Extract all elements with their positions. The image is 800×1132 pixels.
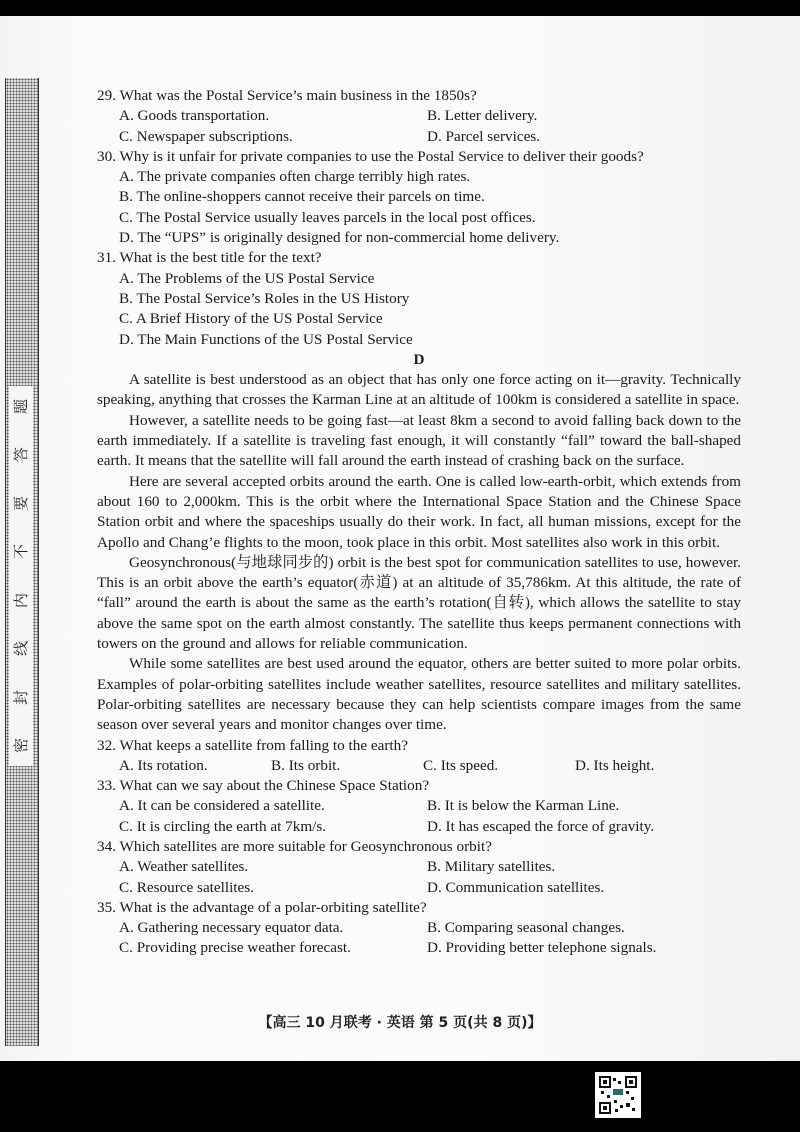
passage-paragraph: Geosynchronous(与地球同步的) orbit is the best spot for communication satellites to use, however. This is an orbit above the earth’s equator(赤道) at an altitude of 35,786km. At this altitude, the rate of “fall” around the earth is about the same as the earth’s rotation(自转), which allows the satellite to stay above the same spot on the earth almost constantly. The satellite thus keeps permanent connections with towers on the ground and allows for reliable communication. xyxy=(97,553,741,653)
option-b: B. Its orbit. xyxy=(271,756,341,774)
passage-paragraph: Here are several accepted orbits around the earth. One is called low-earth-orbit, which extends from about 160 to 2,000km. This is the orbit where the International Space Station and the Chinese Space Station orbit and where the spaceships usually do their work. In fact, all human missions, except for the Apollo and Chang’e flights to the moon, took place in this orbit. Most satellites also work in this orbit. xyxy=(97,472,741,551)
option-c: C. Its speed. xyxy=(423,756,499,774)
option-c: C. Providing precise weather forecast. xyxy=(119,939,351,957)
binding-margin-notice xyxy=(9,386,33,766)
question-31 xyxy=(97,248,741,349)
option-c: C. Resource satellites. xyxy=(119,878,254,896)
option-c: C. It is circling the earth at 7km/s. xyxy=(119,817,327,835)
passage-paragraph: While some satellites are best used around the equator, others are better suited to more polar orbits. Examples of polar-orbiting satellites include weather satellites, resource satellites and military satellites. Polar-orbiting satellites are necessary because they can help scientists compare images from the same season over several years and monitor changes over time. xyxy=(97,655,741,734)
option-c: C. A Brief History of the US Postal Service xyxy=(119,310,383,328)
question-32 xyxy=(97,736,741,777)
option-c: C. Newspaper subscriptions. xyxy=(119,127,293,145)
margin-char: 线 xyxy=(12,641,31,657)
top-black-bar xyxy=(0,0,800,16)
question-33 xyxy=(97,776,741,837)
option-b: B. Comparing seasonal changes. xyxy=(427,919,625,937)
option-a: A. Its rotation. xyxy=(119,756,208,774)
margin-char: 封 xyxy=(12,689,31,705)
question-stem: 29. What was the Postal Service’s main business in the 1850s? xyxy=(97,87,477,104)
option-a: A. The Problems of the US Postal Service xyxy=(119,269,375,287)
option-a: A. It can be considered a satellite. xyxy=(119,797,325,815)
option-d: D. The Main Functions of the US Postal Service xyxy=(119,330,413,348)
margin-char: 不 xyxy=(12,544,31,560)
question-stem: 35. What is the advantage of a polar-orbiting satellite? xyxy=(97,898,427,916)
margin-char: 内 xyxy=(12,592,31,608)
option-b: B. The Postal Service’s Roles in the US History xyxy=(119,289,410,307)
page-footer: 【高三 10 月联考 · 英语 第 5 页(共 8 页)】 xyxy=(258,1015,542,1031)
option-a: A. The private companies often charge terribly high rates. xyxy=(119,168,471,186)
margin-char: 要 xyxy=(12,495,31,511)
option-d: D. The “UPS” is originally designed for non-commercial home delivery. xyxy=(119,229,560,247)
option-a: A. Goods transportation. xyxy=(119,107,270,125)
qr-code-icon xyxy=(595,1072,641,1118)
option-b: B. Letter delivery. xyxy=(427,107,538,125)
question-35 xyxy=(97,898,741,959)
option-d: D. Communication satellites. xyxy=(427,878,605,896)
option-c: C. The Postal Service usually leaves parcels in the local post offices. xyxy=(119,208,536,226)
option-b: B. Military satellites. xyxy=(427,858,556,876)
passage-paragraph: However, a satellite needs to be going fast—at least 8km a second to avoid falling back down to the earth immediately. If a satellite is traveling fast enough, it will constantly “fall” toward the ball-shaped earth. It means that the satellite will fall around the earth instead of crashing back on the surface. xyxy=(97,411,741,470)
question-stem: 33. What can we say about the Chinese Space Station? xyxy=(97,777,430,795)
option-d: D. Providing better telephone signals. xyxy=(427,939,657,957)
option-d: D. Parcel services. xyxy=(427,127,541,145)
option-d: D. It has escaped the force of gravity. xyxy=(427,817,655,835)
option-d: D. Its height. xyxy=(575,756,655,774)
option-a: A. Weather satellites. xyxy=(119,858,249,876)
margin-char: 答 xyxy=(12,447,31,463)
margin-char: 题 xyxy=(12,398,31,415)
option-b: B. The online-shoppers cannot receive their parcels on time. xyxy=(119,188,485,206)
question-stem: 34. Which satellites are more suitable for Geosynchronous orbit? xyxy=(97,837,492,855)
question-stem: 30. Why is it unfair for private companies to use the Postal Service to deliver their goods? xyxy=(97,147,644,165)
margin-char: 密 xyxy=(12,737,31,753)
bottom-black-bar xyxy=(0,1061,800,1132)
question-stem: 32. What keeps a satellite from falling to the earth? xyxy=(97,736,408,754)
question-30 xyxy=(97,147,741,248)
question-stem: 31. What is the best title for the text? xyxy=(97,249,322,267)
option-a: A. Gathering necessary equator data. xyxy=(119,919,344,937)
exam-content xyxy=(97,86,741,959)
section-heading: D xyxy=(413,350,425,368)
question-29 xyxy=(97,86,741,147)
option-b: B. It is below the Karman Line. xyxy=(427,797,620,815)
reading-passage xyxy=(97,370,741,735)
question-34 xyxy=(97,837,741,898)
passage-paragraph: A satellite is best understood as an object that has only one force acting on it—gravity. Technically speaking, anything that crosses the Karman Line at an altitude of 100km is considered a satellite in space. xyxy=(97,371,741,409)
